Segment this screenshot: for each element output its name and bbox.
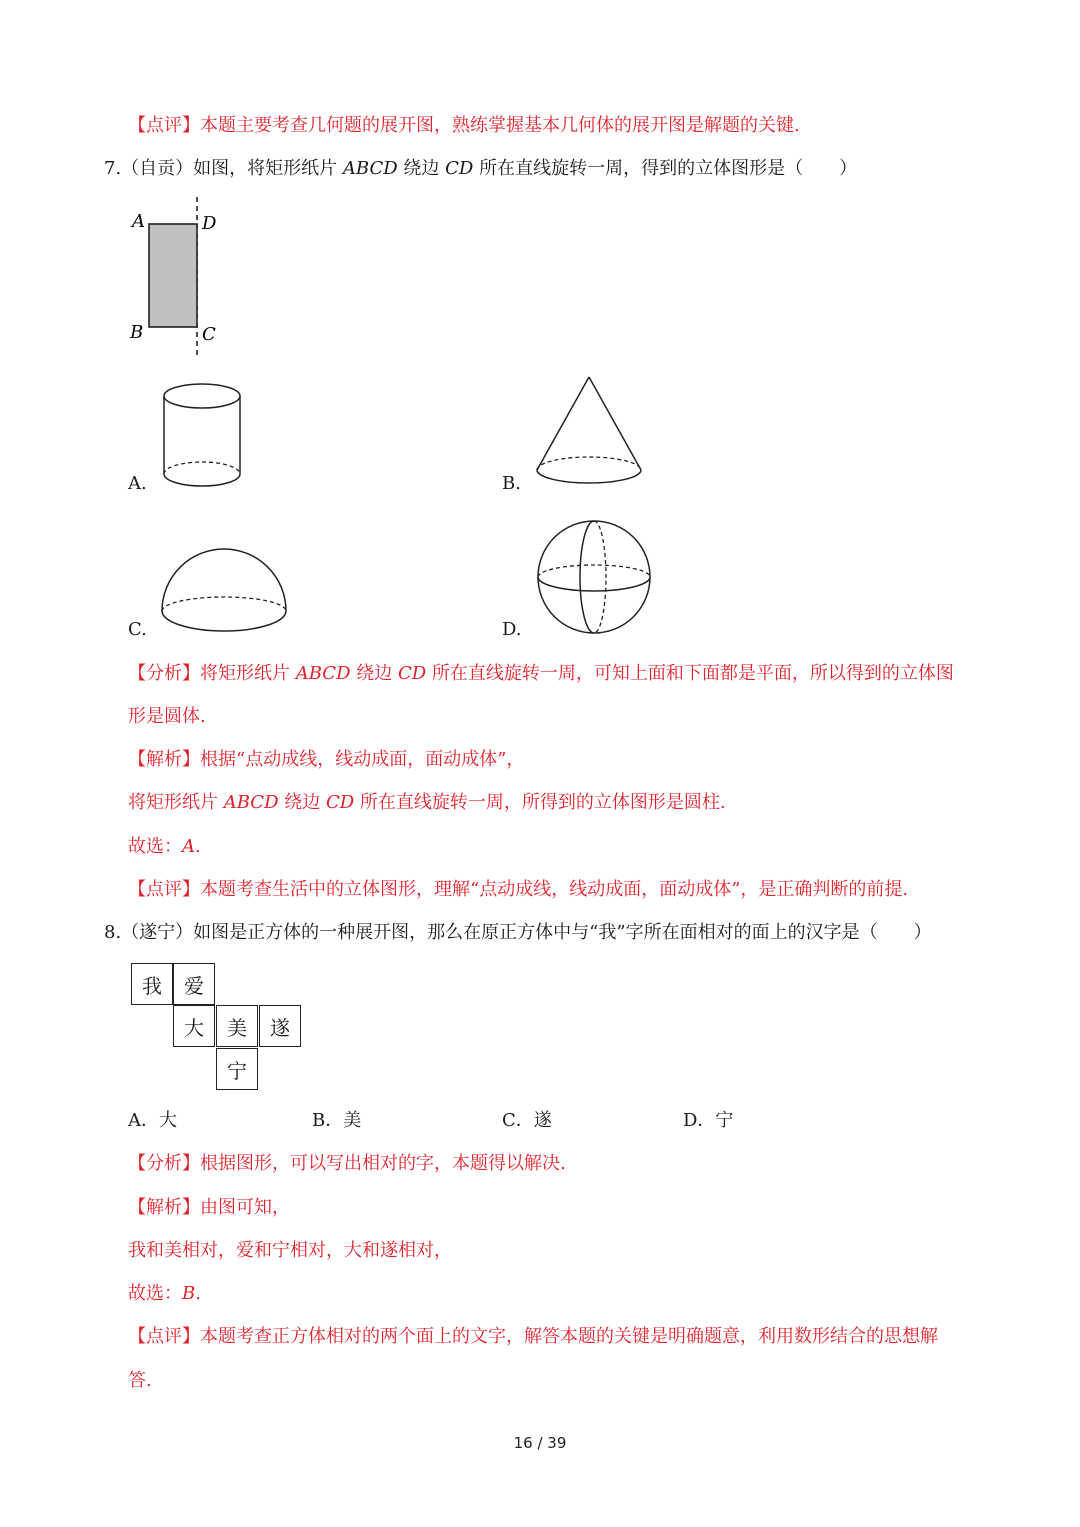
analysis-q7-cont: 形是圆体. <box>128 706 206 727</box>
review-q7: 【点评】本题考查生活中的立体图形，理解“点动成线，线动成面，面动成体”，是正确判断的前提. <box>128 879 909 900</box>
q8-option-d: D．宁 <box>683 1110 734 1131</box>
net-cell-wo: 我 <box>131 963 173 1005</box>
answer-q7: 故选：A. <box>128 836 201 857</box>
review-q8-cont: 答. <box>128 1370 152 1391</box>
label-d: D <box>202 213 217 234</box>
page-number: 16 / 39 <box>513 1434 567 1452</box>
option-c-label: C. <box>128 619 147 640</box>
option-b-label: B. <box>502 473 521 494</box>
question-8-stem: 8.（遂宁）如图是正方体的一种展开图，那么在原正方体中与“我”字所在面相对的面上的汉字是（ ） <box>104 922 932 943</box>
q8-option-b: B．美 <box>312 1110 362 1131</box>
label-b: B <box>130 322 144 343</box>
net-cell-ning: 宁 <box>216 1048 258 1090</box>
solution-q8-line2: 我和美相对，爱和宁相对，大和遂相对， <box>128 1240 452 1261</box>
cylinder-shape <box>160 382 250 492</box>
net-cell-sui: 遂 <box>259 1005 301 1047</box>
review-q8: 【点评】本题考查正方体相对的两个面上的文字，解答本题的关键是明确题意，利用数形结合的思想解 <box>128 1326 938 1347</box>
net-cell-da: 大 <box>173 1005 215 1047</box>
review-q6: 【点评】本题主要考查几何题的展开图，熟练掌握基本几何体的展开图是解题的关键. <box>128 115 800 136</box>
option-a-label: A. <box>128 473 147 494</box>
q8-option-c: C．遂 <box>502 1110 552 1131</box>
solution-q7: 【解析】根据“点动成线，线动成面，面动成体”， <box>128 749 525 770</box>
hemisphere-shape <box>158 546 293 638</box>
analysis-q7: 【分析】将矩形纸片 ABCD 绕边 CD 所在直线旋转一周，可知上面和下面都是平面，所以得到的立体图 <box>128 663 954 684</box>
question-7-stem: 7.（自贡）如图，将矩形纸片 ABCD 绕边 CD 所在直线旋转一周，得到的立体图形是（ ） <box>104 158 858 179</box>
rectangle-abcd-figure <box>120 195 230 360</box>
option-d-label: D. <box>502 619 522 640</box>
net-cell-mei: 美 <box>216 1005 258 1047</box>
rectangle <box>149 224 197 327</box>
label-c: C <box>202 324 216 345</box>
net-cell-ai: 爱 <box>173 963 215 1005</box>
cone-shape <box>532 374 647 494</box>
label-a: A <box>132 211 145 232</box>
answer-q8: 故选：B. <box>128 1283 201 1304</box>
sphere-shape <box>534 518 654 638</box>
solution-q7-line2: 将矩形纸片 ABCD 绕边 CD 所在直线旋转一周，所得到的立体图形是圆柱. <box>128 792 726 813</box>
cube-net <box>131 963 311 1093</box>
solution-q8: 【解析】由图可知， <box>128 1197 290 1218</box>
q8-option-a: A．大 <box>128 1110 177 1131</box>
analysis-q8: 【分析】根据图形，可以写出相对的字，本题得以解决. <box>128 1153 566 1174</box>
